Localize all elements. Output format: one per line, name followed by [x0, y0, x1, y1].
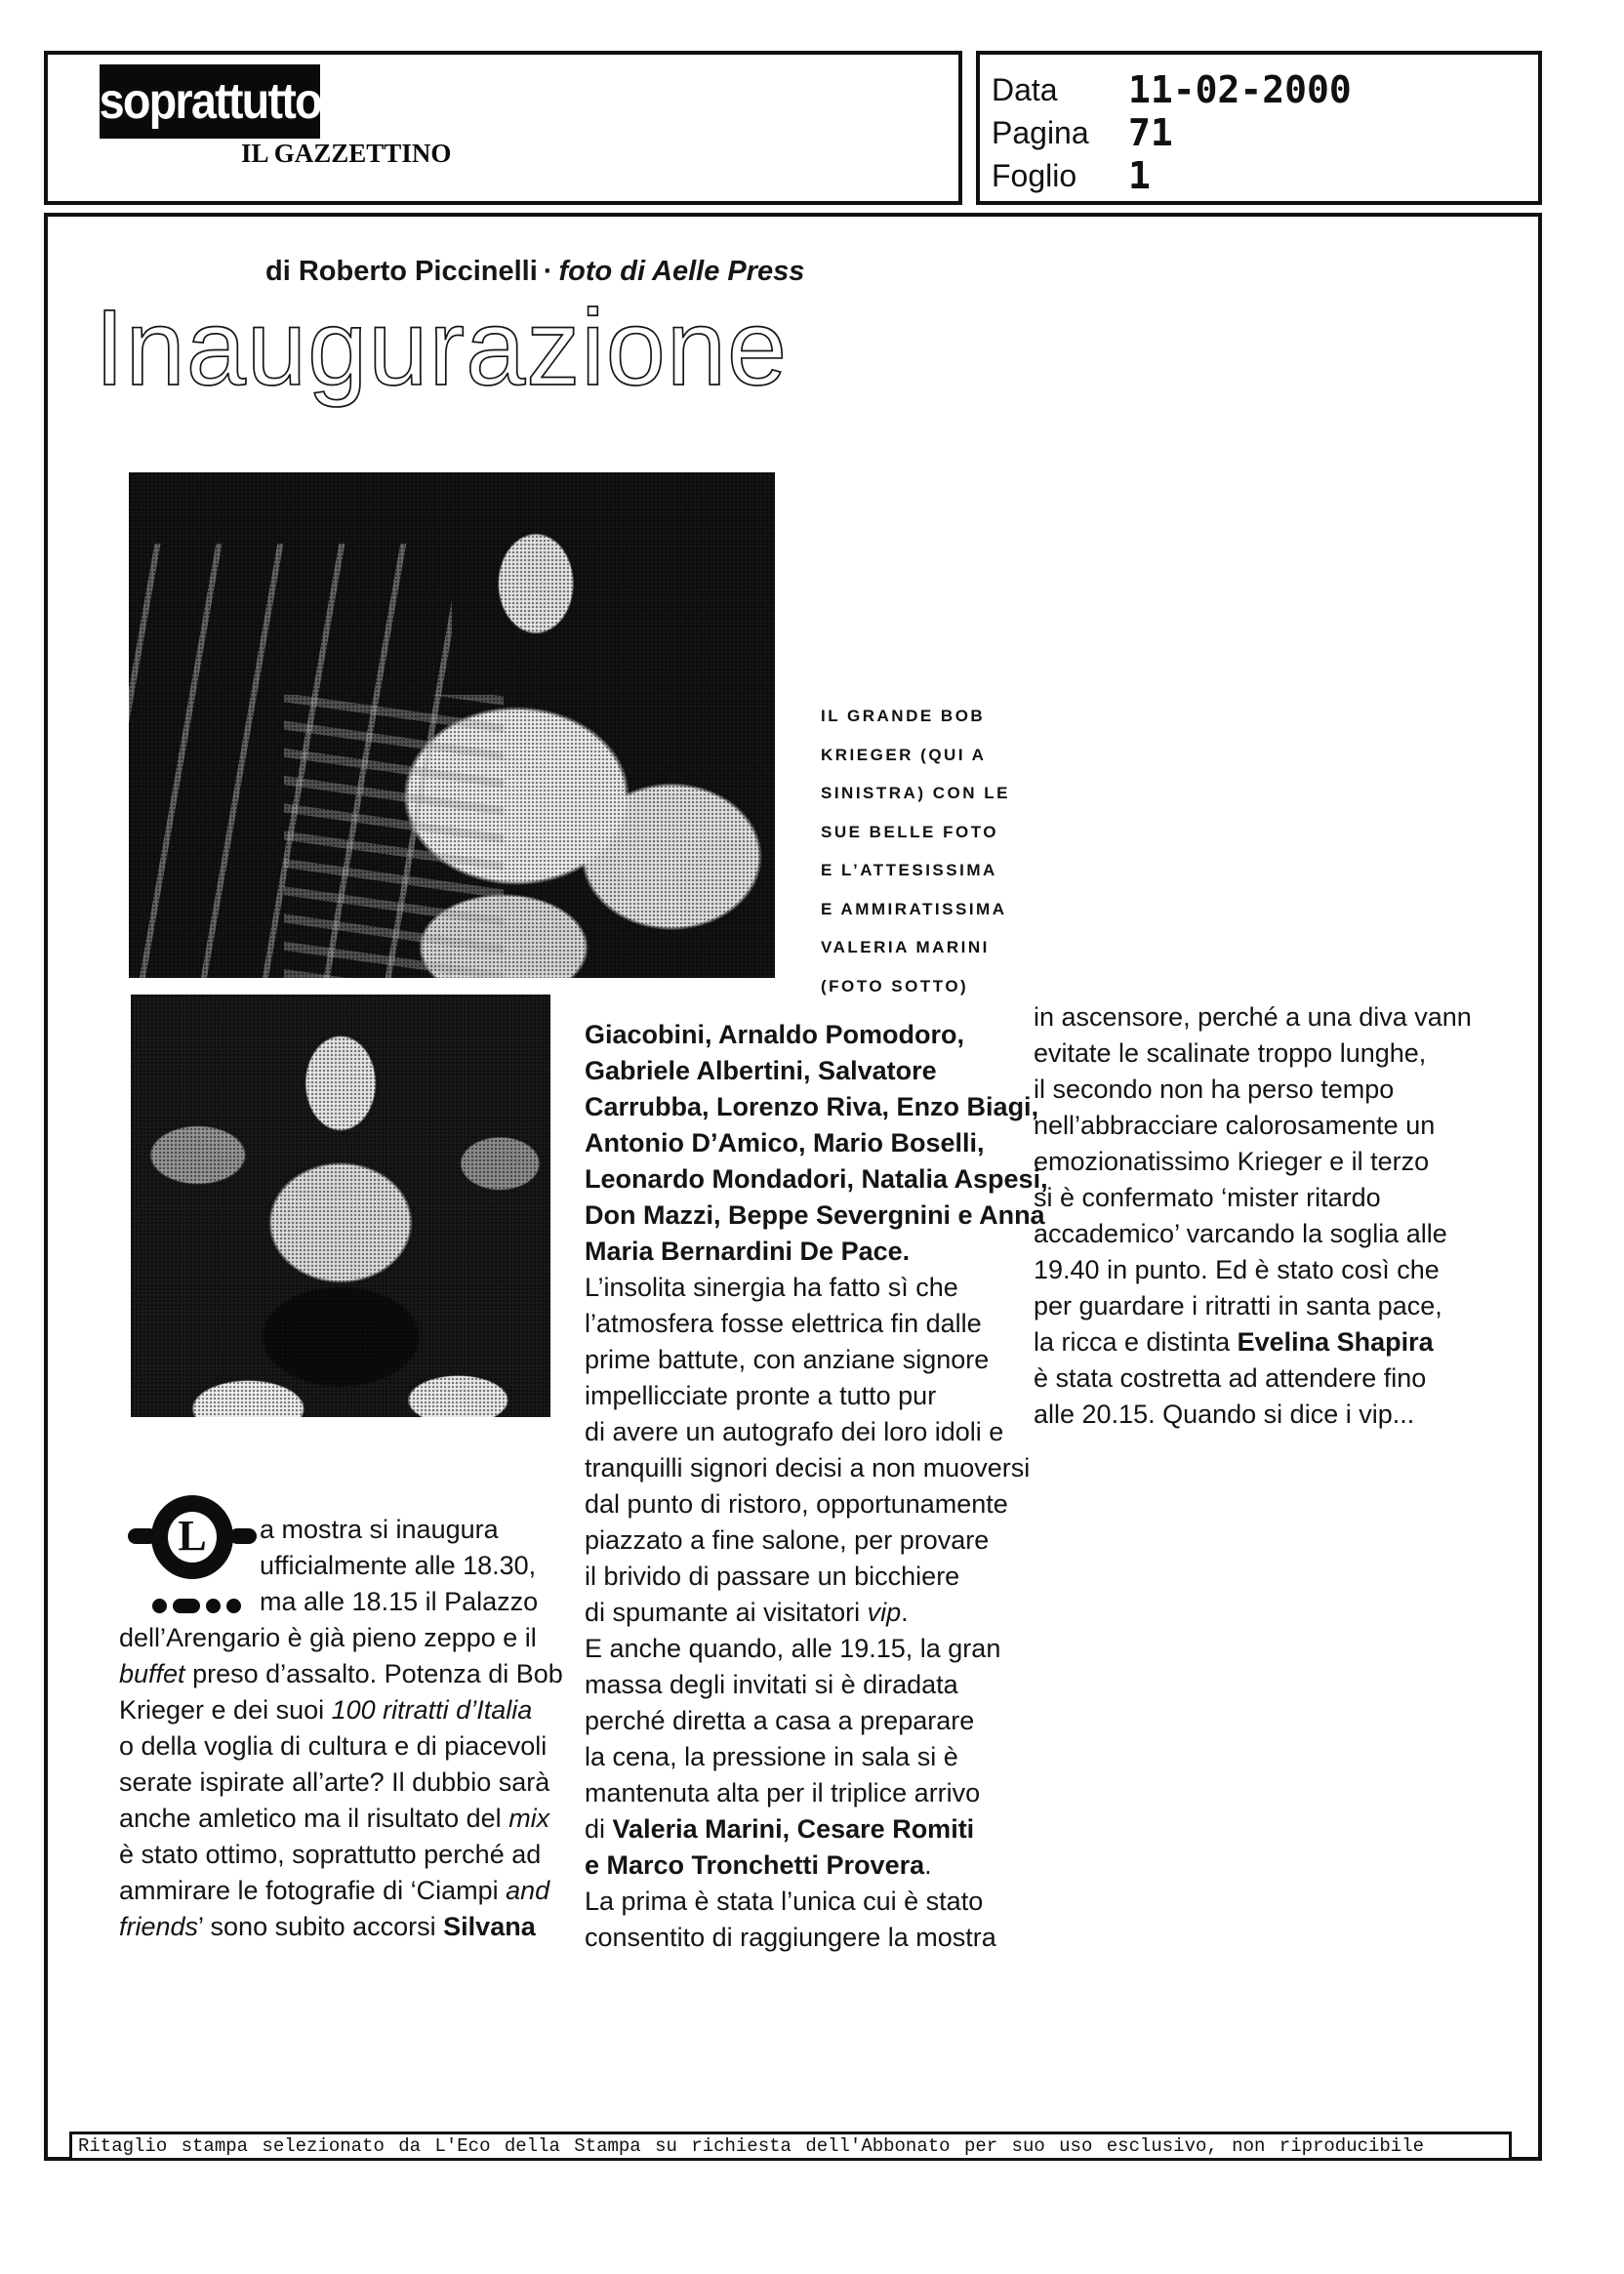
meta-value-page: 71 [1128, 111, 1173, 154]
text-line: anche amletico ma il risultato del mix [119, 1804, 550, 1833]
soprattutto-logo [100, 64, 320, 139]
text-line: E AMMIRATISSIMA [821, 899, 1007, 918]
text-line: dell’Arengario è già pieno zeppo e il [119, 1623, 537, 1652]
text-line: impellicciate pronte a tutto pur [585, 1381, 937, 1410]
gazzettino-logo-text: IL GAZZETTINO [241, 139, 452, 168]
byline-author: di Roberto Piccinelli [265, 256, 538, 287]
text-line: di avere un autografo dei loro idoli e [585, 1417, 1004, 1446]
text-line: L’insolita sinergia ha fatto sì che [585, 1273, 958, 1302]
text-line: massa degli invitati si è diradata [585, 1670, 958, 1699]
article-column-right [1034, 999, 1487, 1433]
text-line: prime battute, con anziane signore [585, 1345, 990, 1374]
footer-notice-text: Ritaglio stampa selezionato da L'Eco della Stampa su richiesta dell'Abbonato per suo uso esclusivo, non riproducibile [78, 2135, 1425, 2157]
footer-notice-box [69, 2132, 1512, 2161]
article-column-left [119, 1512, 588, 1945]
text-line: e Marco Tronchetti Provera. [585, 1850, 932, 1880]
article-column-middle [585, 1017, 1048, 1956]
text-line: il brivido di passare un bicchiere [585, 1562, 960, 1591]
meta-label-foglio: Foglio [992, 157, 1077, 193]
text-line: ma alle 18.15 il Palazzo [260, 1587, 539, 1616]
text-line: SUE BELLE FOTO [821, 822, 999, 841]
article-frame [44, 213, 1542, 2161]
text-line: IL GRANDE BOB [821, 707, 986, 725]
meta-row-foglio [992, 154, 1538, 197]
meta-label-data: Data [992, 71, 1058, 107]
logo-text: soprattutto [99, 73, 321, 130]
meta-value-date: 11-02-2000 [1128, 68, 1352, 111]
meta-row-pagina [992, 111, 1538, 154]
text-line: la ricca e distinta Evelina Shapira [1034, 1327, 1434, 1357]
text-line: è stato ottimo, soprattutto perché ad [119, 1840, 542, 1869]
text-line: tranquilli signori decisi a non muoversi [585, 1453, 1031, 1482]
text-line: Antonio D’Amico, Mario Boselli, [585, 1128, 985, 1157]
text-line: 19.40 in punto. Ed è stato così che [1034, 1255, 1440, 1284]
text-line: a mostra si inaugura [260, 1515, 499, 1544]
byline-separator: · [543, 256, 553, 287]
valeria-marini-photo [131, 995, 550, 1417]
text-line: mantenuta alta per il triplice arrivo [585, 1778, 981, 1807]
text-line: SINISTRA) CON LE [821, 784, 1010, 802]
text-line: KRIEGER (QUI A [821, 745, 987, 764]
meta-row-data [992, 68, 1538, 111]
text-line: Don Mazzi, Beppe Severgnini e Anna [585, 1200, 1045, 1230]
text-line: La prima è stata l’unica cui è stato [585, 1887, 984, 1916]
text-line: è stata costretta ad attendere fino [1034, 1363, 1427, 1393]
text-line: per guardare i ritratti in santa pace, [1034, 1291, 1442, 1320]
text-line: Gabriele Albertini, Salvatore [585, 1056, 937, 1085]
text-line: Krieger e dei suoi 100 ritratti d’Italia [119, 1695, 533, 1725]
article-title: Inaugurazione [95, 288, 789, 408]
clipping-metadata-box [976, 51, 1542, 205]
text-line: VALERIA MARINI [821, 938, 990, 956]
text-line: E anche quando, alle 19.15, la gran [585, 1634, 1001, 1663]
text-line: consentito di raggiungere la mostra [585, 1923, 996, 1952]
text-line: l’atmosfera fosse elettrica fin dalle [585, 1309, 982, 1338]
text-line: alle 20.15. Quando si dice i vip... [1034, 1400, 1415, 1429]
text-line: nell’abbracciare calorosamente un [1034, 1111, 1436, 1140]
text-line: di spumante ai visitatori vip. [585, 1598, 909, 1627]
text-line: si è confermato ‘mister ritardo [1034, 1183, 1381, 1212]
photo-picture-frames [284, 695, 504, 978]
text-line: di Valeria Marini, Cesare Romiti [585, 1814, 975, 1844]
text-line: in ascensore, perché a una diva vann [1034, 1002, 1472, 1032]
text-line: Maria Bernardini De Pace. [585, 1237, 911, 1266]
text-line: la cena, la pressione in sala si è [585, 1742, 958, 1771]
text-line: evitate le scalinate troppo lunghe, [1034, 1038, 1427, 1068]
text-line: Carrubba, Lorenzo Riva, Enzo Biagi, [585, 1092, 1039, 1121]
text-line: buffet preso d’assalto. Potenza di Bob [119, 1659, 563, 1688]
text-line: E L’ATTESISSIMA [821, 861, 997, 879]
text-line: Giacobini, Arnaldo Pomodoro, [585, 1020, 965, 1049]
text-line: ufficialmente alle 18.30, [260, 1551, 537, 1580]
text-line: il secondo non ha perso tempo [1034, 1075, 1395, 1104]
text-line: accademico’ varcando la soglia alle [1034, 1219, 1447, 1248]
text-line: friends’ sono subito accorsi Silvana [119, 1912, 536, 1941]
text-line: emozionatissimo Krieger e il terzo [1034, 1147, 1430, 1176]
meta-label-pagina: Pagina [992, 114, 1089, 150]
masthead-box [44, 51, 962, 205]
bob-krieger-photo [129, 472, 775, 978]
text-line: ammirare le fotografie di ‘Ciampi and [119, 1876, 550, 1905]
text-line: Leonardo Mondadori, Natalia Aspesi, [585, 1164, 1048, 1194]
text-line: dal punto di ristoro, opportunamente [585, 1489, 1008, 1519]
text-line: piazzato a fine salone, per provare [585, 1525, 990, 1555]
photo-caption [821, 697, 1040, 1005]
meta-value-sheet: 1 [1128, 154, 1151, 197]
text-line: serate ispirate all’arte? Il dubbio sarà [119, 1767, 550, 1797]
byline-photo-credit: foto di Aelle Press [558, 256, 805, 287]
text-line: perché diretta a casa a preparare [585, 1706, 975, 1735]
text-line: o della voglia di cultura e di piacevoli [119, 1731, 548, 1761]
byline [265, 256, 804, 288]
text-line: (FOTO SOTTO) [821, 976, 969, 995]
dropcap-letter: L [178, 1512, 207, 1560]
